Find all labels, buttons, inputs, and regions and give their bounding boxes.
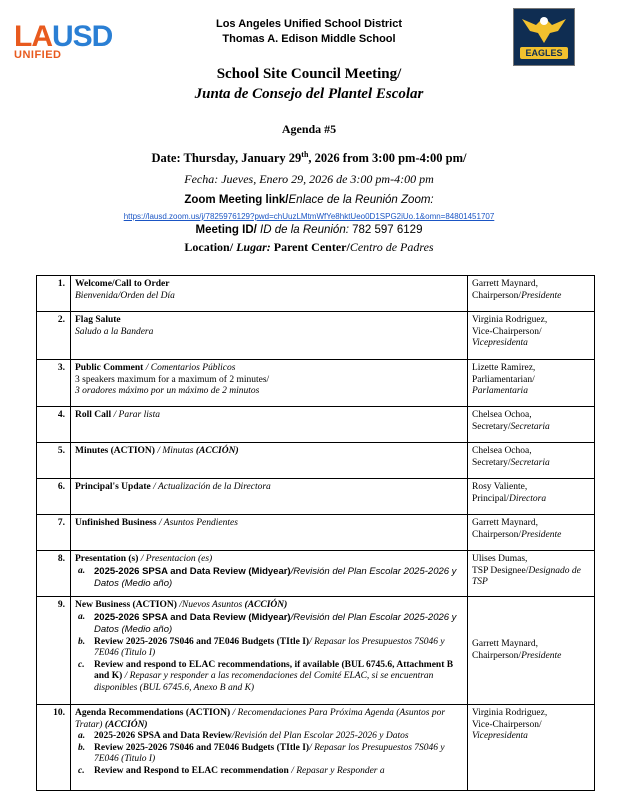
lausd-logo-sub: UNIFIED bbox=[14, 49, 62, 61]
meeting-title-es: Junta de Consejo del Plantel Escolar bbox=[194, 86, 424, 102]
item-description: New Business (ACTION) /Nuevos Asuntos (ACCIÓN) a. 2025-2026 SPSA and Data Review (Midyear)/Revisión del Plan Escolar 2025-2026 y Datos (Medio año) b. Review 2025-2026 7S046 and 7E046 Budgets (TItle I)/ Repasar los Presupuestos 7S046 y 7E046 (Titulo I) c. Review and respond to ELAC recommendations, if available (BUL 6745.6, Attachment B and K) / Repasar y responder a las recomendaciones del Comité ELAC, si se encuentran disponibles (BUL 6745.6, Anexo B and K) bbox=[71, 597, 468, 705]
item-description: Presentation (s) / Presentacion (es) a. 2025-2026 SPSA and Data Review (Midyear)/Revisión del Plan Escolar 2025-2026 y Datos (Medio año) bbox=[71, 551, 468, 597]
item-presenter: Lizette Ramirez, Parliamentarian/ Parlamentaria bbox=[468, 360, 595, 407]
item-presenter: Ulises Dumas, TSP Designee/Designado de TSP bbox=[468, 551, 595, 597]
meeting-location: Location/ Lugar: Parent Center/Centro de Padres bbox=[184, 240, 434, 254]
agenda-row bbox=[37, 705, 595, 791]
item-description: Public Comment / Comentarios Públicos 3 speakers maximum for a maximum of 2 minutes/ 3 oradores máximo por un máximo de 2 minutos bbox=[71, 360, 468, 407]
item-presenter: Garrett Maynard, Chairperson/Presidente bbox=[468, 276, 595, 312]
district-name: Los Angeles Unified School District bbox=[215, 18, 402, 30]
item-title: Flag Salute bbox=[75, 315, 121, 325]
agenda-row bbox=[37, 360, 595, 407]
sub-item: a. 2025-2026 SPSA and Data Review/Revisión del Plan Escolar 2025-2026 y Datos bbox=[78, 731, 409, 741]
item-subtitle: Bienvenida/Orden del Día bbox=[75, 290, 175, 301]
item-presenter: Rosy Valiente, Principal/Directora bbox=[468, 479, 595, 515]
agenda-table bbox=[36, 275, 595, 791]
item-description: Minutes (ACTION) / Minutas (ACCIÓN) bbox=[71, 443, 468, 479]
sub-item: b. Review 2025-2026 7S046 and 7E046 Budgets (TItle I)/ Repasar los Presupuestos 7S046 y 7E046 (Titulo I) bbox=[78, 636, 445, 658]
meeting-title: School Site Council Meeting/ bbox=[216, 66, 402, 82]
meeting-date-es: Fecha: Jueves, Enero 29, 2026 de 3:00 pm-4:00 pm bbox=[184, 172, 434, 186]
item-number: 4. bbox=[37, 407, 71, 443]
item-number: 3. bbox=[37, 360, 71, 407]
item-presenter: Chelsea Ochoa, Secretary/Secretaria bbox=[468, 407, 595, 443]
agenda-row bbox=[37, 443, 595, 479]
sub-item: a. 2025-2026 SPSA and Data Review (Midyear)/Revisión del Plan Escolar 2025-2026 y Datos (Medio año) bbox=[78, 565, 457, 589]
item-number: 6. bbox=[37, 479, 71, 515]
item-subtitle: Saludo a la Bandera bbox=[75, 326, 154, 337]
item-number: 1. bbox=[37, 276, 71, 312]
meeting-id: Meeting ID/ ID de la Reunión: 782 597 6129 bbox=[195, 224, 423, 236]
agenda-row bbox=[37, 276, 595, 312]
item-number: 5. bbox=[37, 443, 71, 479]
item-presenter: Virginia Rodriguez, Vice-Chairperson/ Vicepresidenta bbox=[468, 705, 595, 791]
sub-item: a. 2025-2026 SPSA and Data Review (Midyear)/Revisión del Plan Escolar 2025-2026 y Datos (Medio año) bbox=[78, 611, 457, 635]
item-title: Welcome/Call to Order bbox=[75, 279, 170, 289]
sub-item: c. Review and Respond to ELAC recommendation / Repasar y Responder a bbox=[78, 765, 385, 776]
item-number: 7. bbox=[37, 515, 71, 551]
sub-item: b. Review 2025-2026 7S046 and 7E046 Budgets (TItle I)/ Repasar los Presupuestos 7S046 y 7E046 (Titulo I) bbox=[78, 742, 445, 764]
agenda-row bbox=[37, 479, 595, 515]
zoom-label: Zoom Meeting link/Enlace de la Reunión Zoom: bbox=[184, 194, 434, 206]
zoom-link[interactable]: https://lausd.zoom.us/j/7825976129?pwd=chUuzLMtmWfYe8hktUeo0D1SPG2iUo.1&omn=84801451707 bbox=[123, 212, 495, 221]
sub-item: c. Review and respond to ELAC recommendations, if available (BUL 6745.6, Attachment B and K) / Repasar y responder a las recomendaciones del Comité ELAC, si se encuentran disponibles (BUL 6745.6, Anexo B and K) bbox=[78, 659, 454, 693]
meeting-date: Date: Thursday, January 29th, 2026 from 3:00 pm-4:00 pm/ bbox=[151, 150, 467, 166]
item-description bbox=[71, 312, 468, 360]
item-number: 10. bbox=[37, 705, 71, 791]
item-description: Unfinished Business / Asuntos Pendientes bbox=[71, 515, 468, 551]
agenda-row bbox=[37, 312, 595, 360]
item-description: Agenda Recommendations (ACTION) / Recomendaciones Para Próxima Agenda (Asuntos por Tratar) (ACCIÓN) a. 2025-2026 SPSA and Data Review/Revisión del Plan Escolar 2025-2026 y Datos b. Review 2025-2026 7S046 and 7E046 Budgets (TItle I)/ Repasar los Presupuestos 7S046 y 7E046 (Titulo I) c. Review and Respond to ELAC recommendation / Repasar y Responder a bbox=[71, 705, 468, 791]
item-number: 9. bbox=[37, 597, 71, 705]
agenda-row bbox=[37, 551, 595, 597]
agenda-row bbox=[37, 597, 595, 705]
agenda-number: Agenda #5 bbox=[281, 122, 337, 136]
item-presenter: Chelsea Ochoa, Secretary/Secretaria bbox=[468, 443, 595, 479]
item-description: Principal's Update / Actualización de la Directora bbox=[71, 479, 468, 515]
item-number: 2. bbox=[37, 312, 71, 360]
agenda-row bbox=[37, 515, 595, 551]
item-number: 8. bbox=[37, 551, 71, 597]
eagles-mascot-logo bbox=[513, 8, 575, 66]
item-presenter: Garrett Maynard, Chairperson/Presidente bbox=[468, 597, 595, 705]
eagle-icon bbox=[514, 9, 574, 49]
item-description: Roll Call / Parar lista bbox=[71, 407, 468, 443]
item-presenter: Virginia Rodriguez, Vice-Chairperson/ Vicepresidenta bbox=[468, 312, 595, 360]
eagles-label: EAGLES bbox=[520, 47, 568, 59]
item-presenter: Garrett Maynard, Chairperson/Presidente bbox=[468, 515, 595, 551]
agenda-row bbox=[37, 407, 595, 443]
item-description bbox=[71, 276, 468, 312]
school-name: Thomas A. Edison Middle School bbox=[222, 33, 396, 45]
lausd-logo-mark: LAUSD bbox=[14, 20, 113, 53]
